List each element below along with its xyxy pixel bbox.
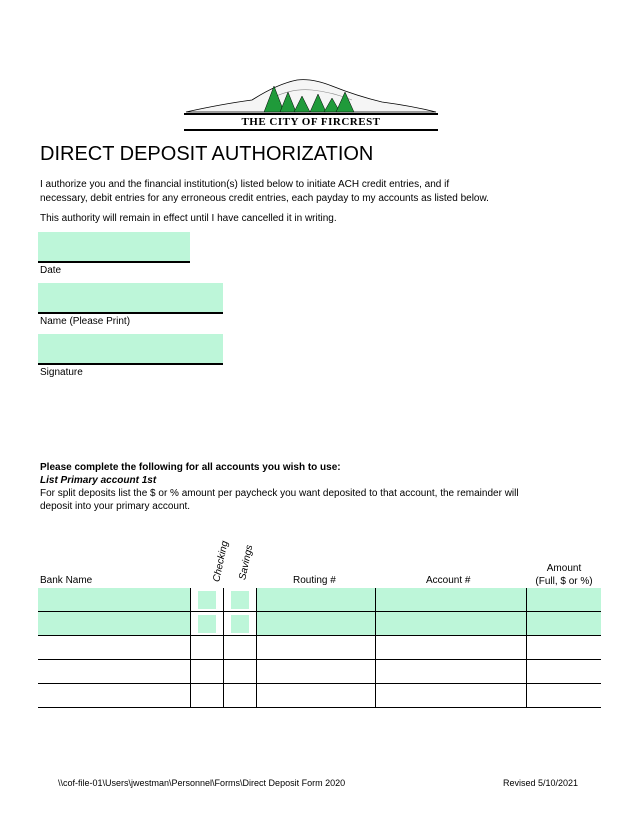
amount-cell[interactable] [527, 660, 602, 684]
date-label: Date [40, 265, 62, 276]
checking-cell[interactable] [191, 612, 224, 636]
amount-cell[interactable] [527, 636, 602, 660]
routing-cell[interactable] [257, 636, 376, 660]
savings-cell[interactable] [224, 660, 257, 684]
authorization-line-2: necessary, debit entries for any erroneous credit entries, each payday to my accounts as listed below. [40, 193, 489, 204]
header-bank-name: Bank Name [40, 575, 93, 586]
table-row [38, 612, 601, 636]
bank-name-cell[interactable] [38, 588, 191, 612]
table-row [38, 684, 601, 708]
routing-cell[interactable] [257, 660, 376, 684]
savings-cell[interactable] [224, 636, 257, 660]
header-savings: Savings [237, 543, 256, 581]
bank-name-cell[interactable] [38, 612, 191, 636]
savings-cell[interactable] [224, 684, 257, 708]
header-amount-line-2: (Full, $ or %) [535, 576, 593, 587]
header-amount-line-1: Amount [546, 563, 582, 574]
account-cell[interactable] [376, 684, 527, 708]
name-field[interactable] [38, 283, 223, 314]
date-field[interactable] [38, 232, 190, 263]
routing-cell[interactable] [257, 588, 376, 612]
account-cell[interactable] [376, 660, 527, 684]
account-cell[interactable] [376, 612, 527, 636]
instructions-line-1: For split deposits list the $ or % amount per paycheck you want deposited to that account, the remainder will [40, 488, 519, 499]
bank-name-cell[interactable] [38, 636, 191, 660]
footer-file-path: \\cof-file-01\Users\jwestman\Personnel\Forms\Direct Deposit Form 2020 [58, 778, 346, 788]
checking-cell[interactable] [191, 636, 224, 660]
savings-checkbox[interactable] [231, 615, 249, 633]
routing-cell[interactable] [257, 612, 376, 636]
signature-field[interactable] [38, 334, 223, 365]
header-amount [534, 562, 594, 588]
instructions [40, 461, 580, 513]
amount-cell[interactable] [527, 684, 602, 708]
instructions-subheading: List Primary account 1st [40, 475, 157, 486]
checking-cell[interactable] [191, 684, 224, 708]
table-row [38, 660, 601, 684]
routing-cell[interactable] [257, 684, 376, 708]
form-title: DIRECT DEPOSIT AUTHORIZATION [40, 143, 374, 165]
account-cell[interactable] [376, 588, 527, 612]
header-checking: Checking [211, 539, 231, 583]
accounts-table [38, 588, 601, 708]
instructions-heading: Please complete the following for all accounts you wish to use: [40, 462, 341, 473]
logo-wordmark: THE CITY OF FIRCREST [241, 116, 381, 128]
authorization-line-1: I authorize you and the financial institution(s) listed below to initiate ACH credit entries, and if [40, 179, 450, 190]
table-row [38, 588, 601, 612]
checking-cell[interactable] [191, 660, 224, 684]
instructions-line-2: deposit into your primary account. [40, 501, 191, 512]
checking-cell[interactable] [191, 588, 224, 612]
header-routing: Routing # [293, 575, 336, 586]
savings-cell[interactable] [224, 588, 257, 612]
signature-label: Signature [40, 367, 83, 378]
savings-cell[interactable] [224, 612, 257, 636]
table-row [38, 636, 601, 660]
amount-cell[interactable] [527, 588, 602, 612]
amount-cell[interactable] [527, 612, 602, 636]
checking-checkbox[interactable] [198, 615, 216, 633]
header-account: Account # [426, 575, 471, 586]
authorization-text [40, 178, 600, 206]
authority-text: This authority will remain in effect until I have cancelled it in writing. [40, 213, 337, 224]
savings-checkbox[interactable] [231, 591, 249, 609]
account-cell[interactable] [376, 636, 527, 660]
name-label: Name (Please Print) [40, 316, 131, 327]
city-logo [182, 74, 440, 134]
bank-name-cell[interactable] [38, 660, 191, 684]
checking-checkbox[interactable] [198, 591, 216, 609]
bank-name-cell[interactable] [38, 684, 191, 708]
footer-revised: Revised 5/10/2021 [503, 778, 579, 788]
